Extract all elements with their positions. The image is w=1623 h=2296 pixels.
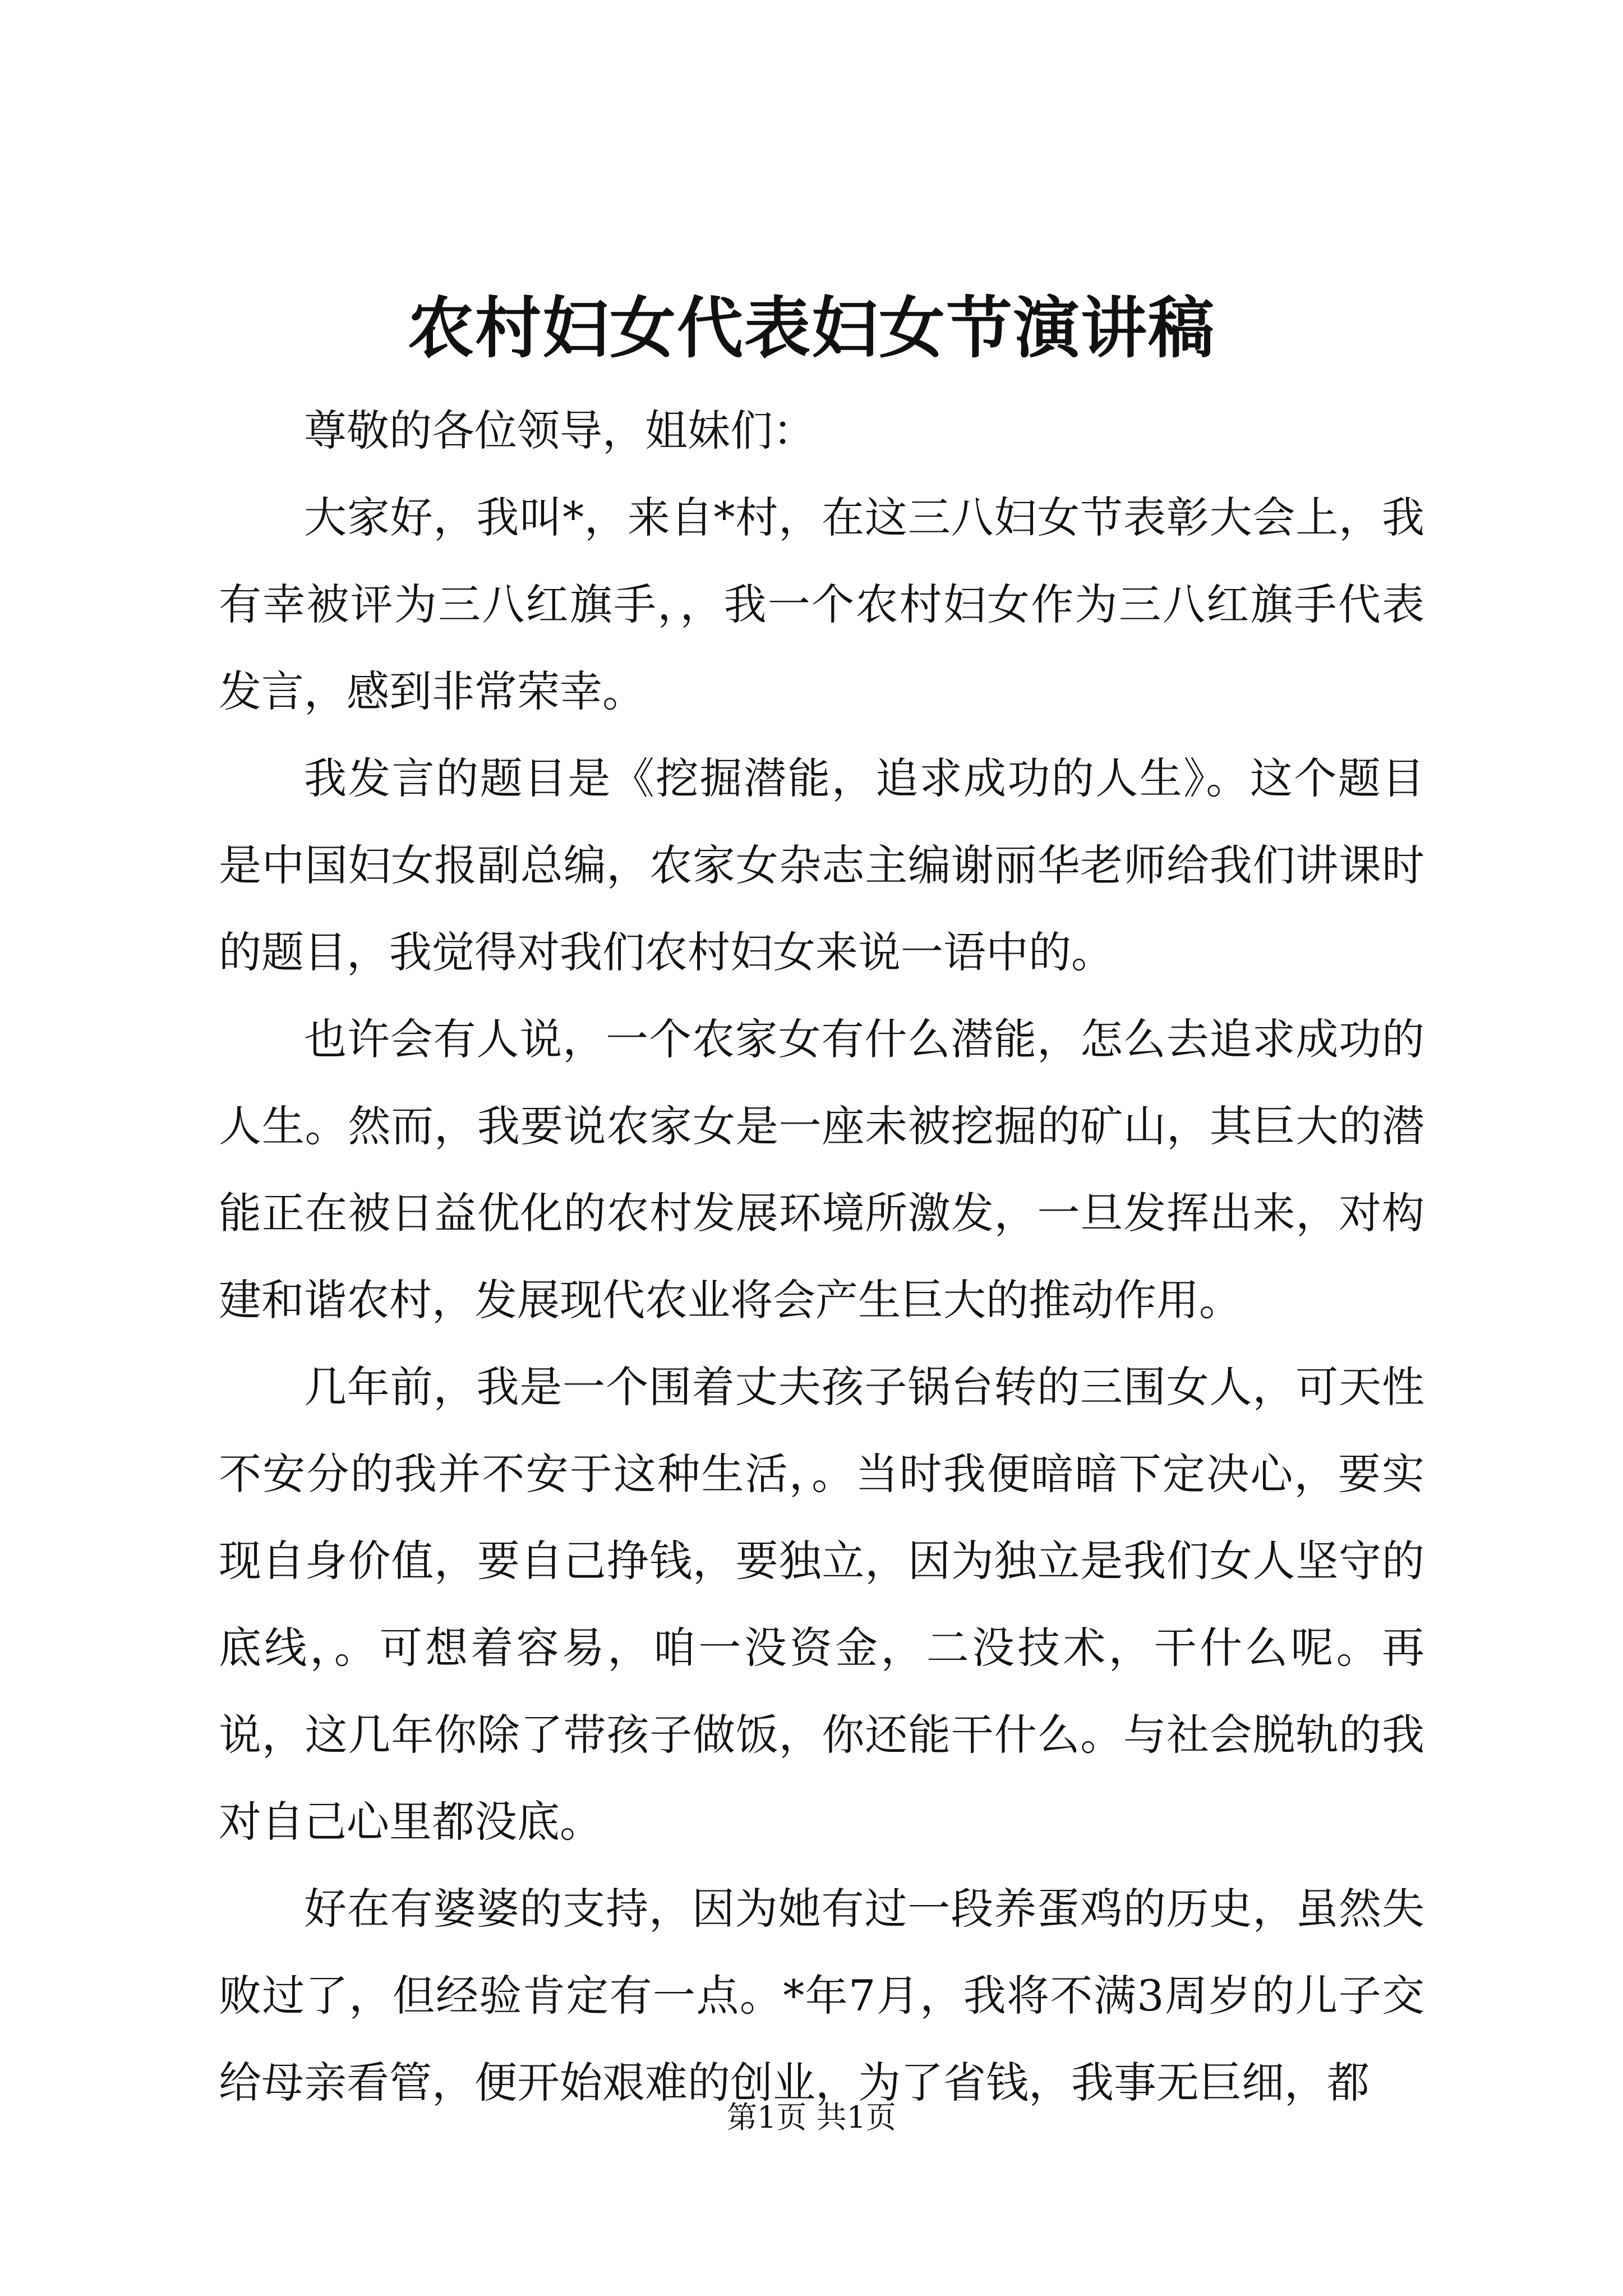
paragraph-topic: 我发言的题目是《挖掘潜能，追求成功的人生》。这个题目是中国妇女报副总编，农家女杂志主编谢丽华老师给我们讲课时的题目，我觉得对我们农村妇女来说一语中的。 (219, 753, 1424, 977)
paragraph-start-business: 好在有婆婆的支持，因为她有过一段养蛋鸡的历史，虽然失败过了，但经验肯定有一点。*年7月，我将不满3周岁的儿子交给母亲看管，便开始艰难的创业，为了省钱，我事无巨细，都 (219, 1884, 1424, 2108)
document-body (219, 387, 1424, 2126)
page-number-footer: 第1页 共1页 (727, 2100, 896, 2135)
paragraph-introduction: 大家好，我叫*，来自*村，在这三八妇女节表彰大会上，我有幸被评为三八红旗手，，我一个农村妇女作为三八红旗手代表发言，感到非常荣幸。 (219, 493, 1424, 716)
document-title: 农村妇女代表妇女节演讲稿 (407, 289, 1215, 367)
paragraph-background: 几年前，我是一个围着丈夫孩子锅台转的三围女人，可天性不安分的我并不安于这种生活，。当时我便暗暗下定决心，要实现自身价值，要自己挣钱，要独立，因为独立是我们女人坚守的底线，。可想着容易，咱一没资金，二没技术，干什么呢。再说，这几年你除了带孩子做饭，你还能干什么。与社会脱轨的我对自己心里都没底。 (219, 1362, 1424, 1847)
paragraph-potential: 也许会有人说，一个农家女有什么潜能，怎么去追求成功的人生。然而，我要说农家女是一座未被挖掘的矿山，其巨大的潜能正在被日益优化的农村发展环境所激发，一旦发挥出来，对构建和谐农村，发展现代农业将会产生巨大的推动作用。 (219, 1014, 1424, 1325)
paragraph-salutation: 尊敬的各位领导，姐妹们： (304, 406, 815, 455)
